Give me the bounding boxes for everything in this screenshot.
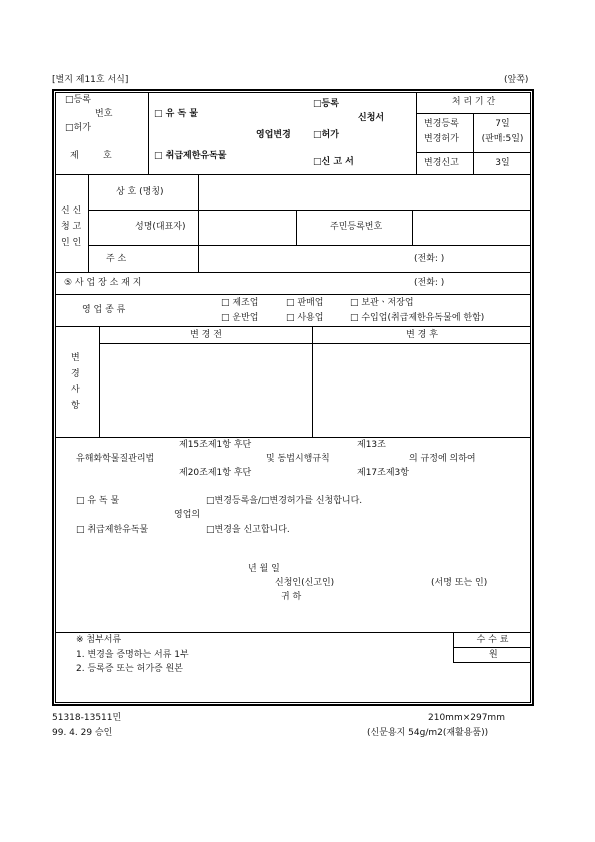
application-label: 신청서 xyxy=(358,113,385,123)
applicant-side-label-3: 인 인 xyxy=(61,238,82,248)
business-type-label: 영 업 종 류 xyxy=(82,305,126,315)
workplace-location-label: ⑤ 사 업 장 소 재 지 xyxy=(64,278,142,288)
before-change-header: 변 경 전 xyxy=(190,330,222,340)
addressee-label: 귀 하 xyxy=(281,592,302,602)
rule-clause-b: 제17조제3항 xyxy=(357,468,409,478)
representative-name-label: 성명(대표자) xyxy=(135,222,186,232)
before-change-field[interactable] xyxy=(100,344,312,437)
reg-no-permit-checkbox[interactable]: □허가 xyxy=(65,123,91,133)
paper-type: (신문용지 54g/m2(재활용품)) xyxy=(367,728,489,738)
statement-toxic-option[interactable]: □ 유 독 물 xyxy=(76,496,120,506)
page-side-label: (앞쪽) xyxy=(504,75,529,85)
statement-apply-text[interactable]: □변경등록을/□변경허가를 신청합니다. xyxy=(206,496,363,506)
after-change-header: 변 경 후 xyxy=(406,330,438,340)
address-phone-label: (전화: ) xyxy=(414,254,445,264)
trade-name-field[interactable] xyxy=(199,176,530,210)
workplace-phone-label: (전화: ) xyxy=(414,278,445,288)
number-label-ho: 호 xyxy=(103,151,112,161)
form-code: 51318-13511민 xyxy=(52,713,122,723)
applicant-signature-label: 신청인(신고인) xyxy=(275,578,335,588)
fee-unit: 원 xyxy=(489,650,498,660)
law-clause-b: 제20조제1항 후단 xyxy=(179,468,252,478)
change-items-label-3: 사 xyxy=(71,385,80,395)
business-type-manufacturing[interactable]: □ 제조업 xyxy=(221,298,259,308)
permit-option[interactable]: □허가 xyxy=(313,130,339,140)
representative-name-field[interactable] xyxy=(199,211,295,245)
address-label: 주 소 xyxy=(106,254,127,264)
statement-business-of: 영업의 xyxy=(174,510,201,520)
law-clause-a: 제15조제1항 후단 xyxy=(179,440,252,450)
attachment-item-2: 2. 등록증 또는 허가증 원본 xyxy=(76,664,183,674)
by-rule-text: 의 규정에 의하여 xyxy=(409,454,476,464)
restricted-substance-option[interactable]: □ 취급제한유독물 xyxy=(154,151,227,161)
business-change-label: 영업변경 xyxy=(256,130,291,140)
address-field[interactable] xyxy=(199,246,409,272)
reg-no-register-checkbox[interactable]: □등록 xyxy=(65,95,91,105)
business-type-storage[interactable]: □ 보관ㆍ저장업 xyxy=(350,298,414,308)
after-change-field[interactable] xyxy=(313,344,531,437)
report-option[interactable]: □신 고 서 xyxy=(313,157,354,167)
change-items-label-2: 경 xyxy=(71,369,80,379)
business-type-use[interactable]: □ 사용업 xyxy=(286,313,324,323)
resident-number-field[interactable] xyxy=(413,211,530,245)
processing-change-report-label: 변경신고 xyxy=(424,158,459,168)
number-label-je: 제 xyxy=(70,151,79,161)
applicant-side-label-1: 신 신 xyxy=(61,206,82,216)
statement-report-text[interactable]: □변경을 신고합니다. xyxy=(206,525,290,535)
paper-size: 210mm×297mm xyxy=(428,713,505,723)
rule-clause-a: 제13조 xyxy=(357,440,386,450)
business-type-transport[interactable]: □ 운반업 xyxy=(221,313,259,323)
reg-no-label: 번호 xyxy=(95,109,113,119)
processing-period-title: 처 리 기 간 xyxy=(451,97,496,107)
business-type-import[interactable]: □ 수입업(취급제한유독물에 한함) xyxy=(350,313,485,323)
processing-days-sales: (판매:5일) xyxy=(481,134,524,144)
register-option[interactable]: □등록 xyxy=(313,99,339,109)
change-items-label-4: 항 xyxy=(71,401,80,411)
applicant-side-label-2: 청 고 xyxy=(61,222,82,232)
workplace-location-field[interactable] xyxy=(199,273,409,294)
processing-days-report: 3일 xyxy=(495,158,510,168)
date-line: 년 월 일 xyxy=(248,564,280,574)
form-number: [별지 제11호 서식] xyxy=(52,75,129,85)
resident-number-label: 주민등록번호 xyxy=(330,222,383,232)
attachments-title: ※ 첨부서류 xyxy=(76,635,122,645)
signature-or-seal: (서명 또는 인) xyxy=(431,578,488,588)
business-type-sales[interactable]: □ 판매업 xyxy=(286,298,324,308)
toxic-substance-option[interactable]: □ 유 독 물 xyxy=(154,109,198,119)
trade-name-label: 상 호 (명칭) xyxy=(116,187,164,197)
processing-days-register: 7일 xyxy=(495,119,510,129)
processing-change-register-label: 변경등록 xyxy=(424,119,459,129)
attachment-item-1: 1. 변경을 증명하는 서류 1부 xyxy=(76,650,189,660)
statement-restricted-option[interactable]: □ 취급제한유독물 xyxy=(76,525,149,535)
change-items-label-1: 변 xyxy=(71,353,80,363)
decree-text: 및 동법시행규칙 xyxy=(266,454,330,464)
approval-date: 99. 4. 29 승인 xyxy=(52,728,113,738)
law-name: 유해화학물질관리법 xyxy=(76,454,155,464)
processing-change-permit-label: 변경허가 xyxy=(424,134,459,144)
fee-label: 수 수 료 xyxy=(476,635,509,645)
